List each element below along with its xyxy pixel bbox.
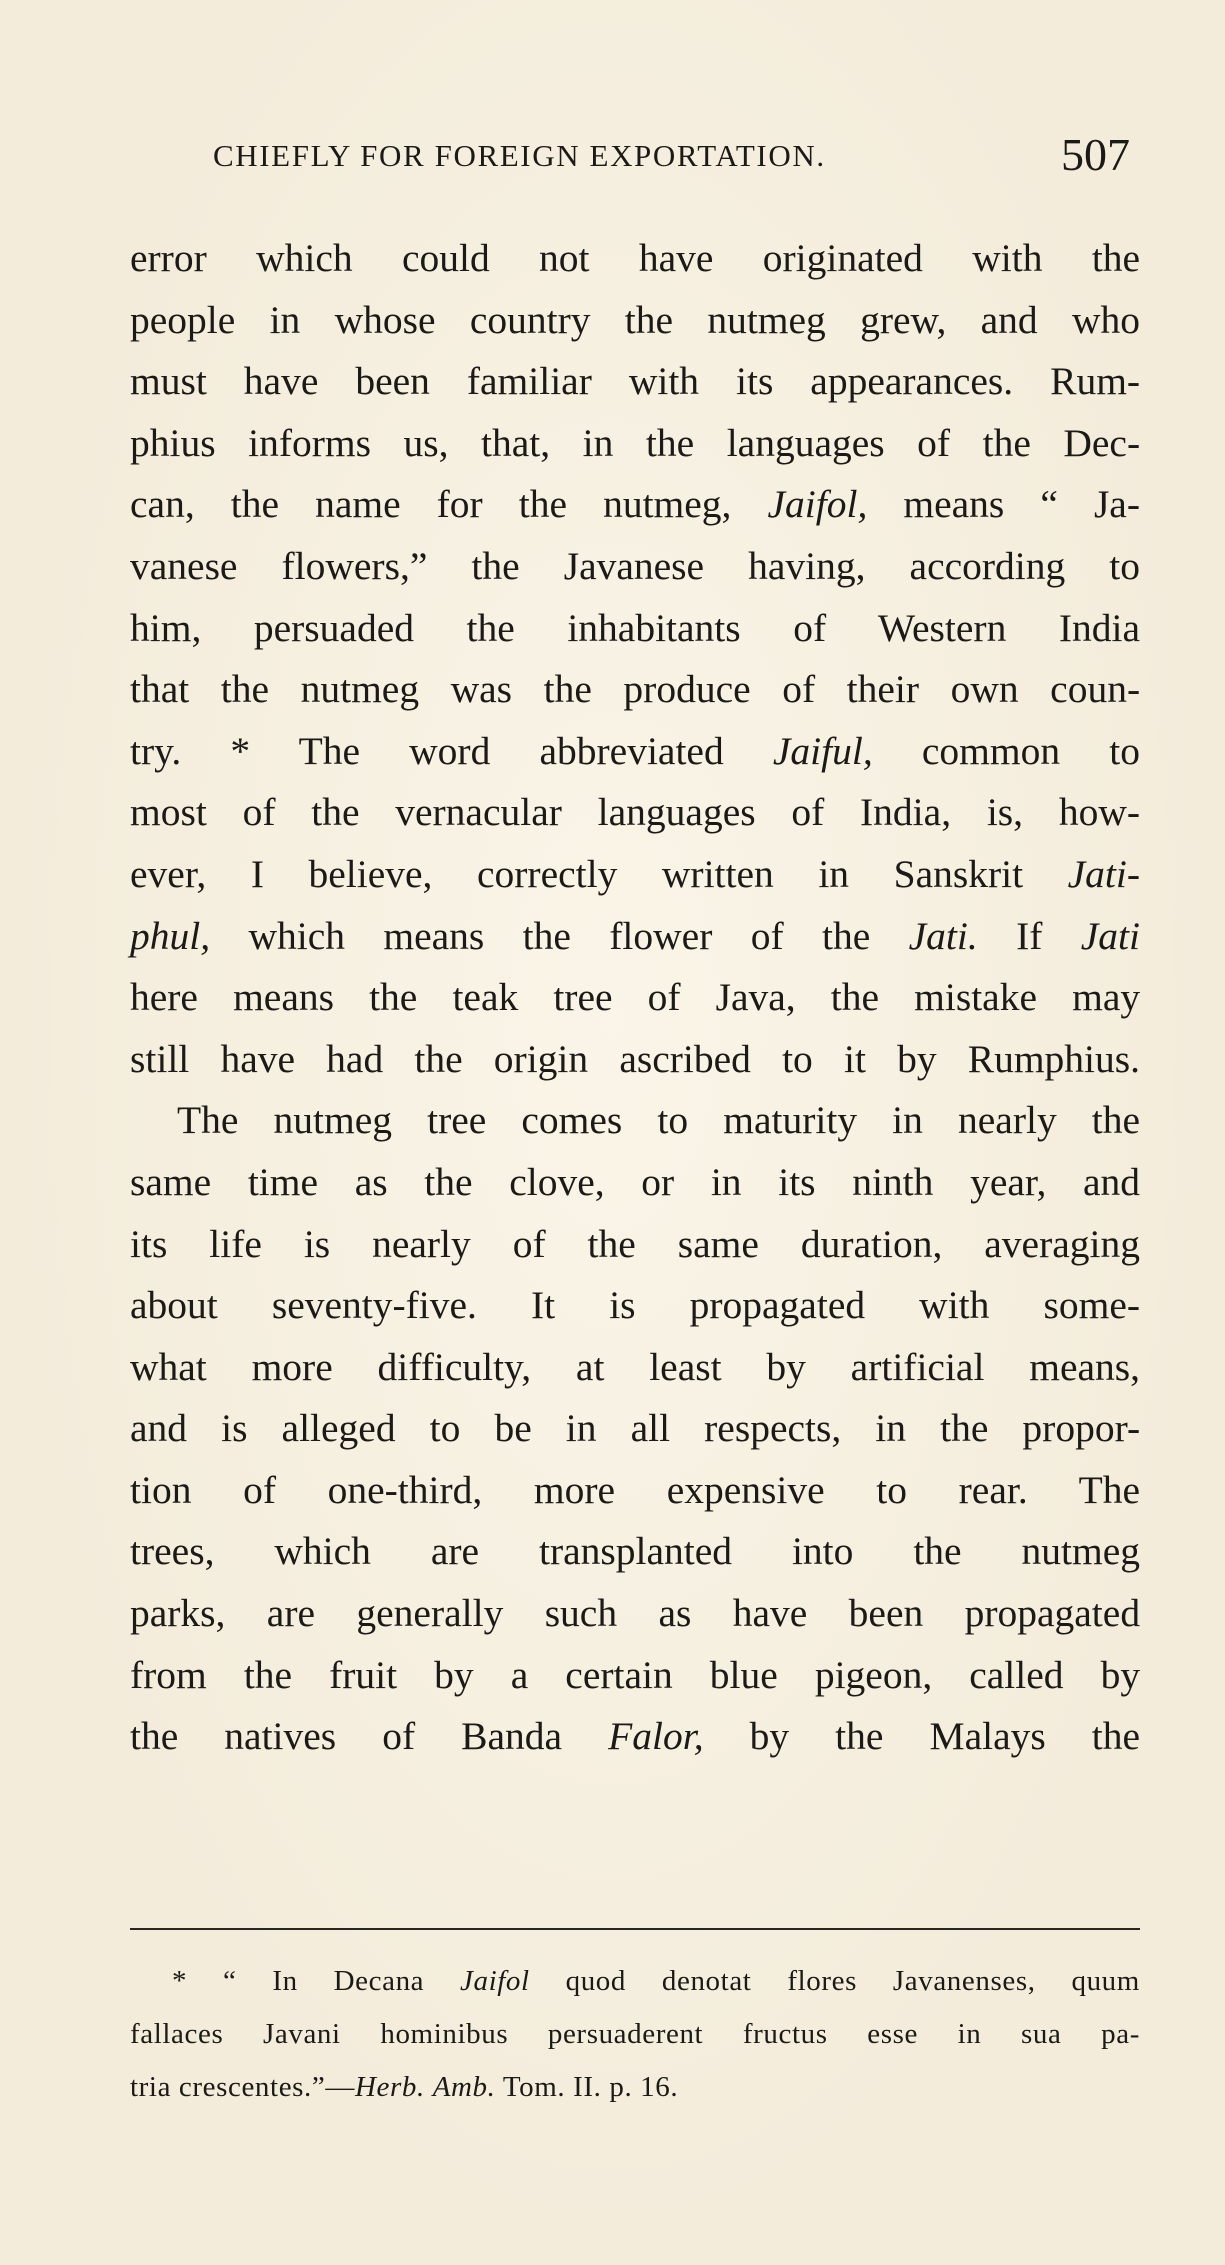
text-line: here means the teak tree of Java, the mistake may — [130, 975, 1141, 1020]
text-line: ever, I believe, correctly written in Sanskrit Jati- — [130, 851, 1141, 896]
footnote — [130, 1955, 1140, 2114]
text-line: most of the vernacular languages of India, is, how- — [130, 790, 1140, 835]
text-line: him, persuaded the inhabitants of Western India — [130, 605, 1141, 650]
text-line: its life is nearly of the same duration, averaging — [130, 1221, 1140, 1266]
footnote-line: fallaces Javani hominibus persuaderent fructus esse in sua pa- — [130, 2018, 1141, 2050]
text-line: still have had the origin ascribed to it by Rumphius. — [130, 1036, 1141, 1081]
text-line: what more difficulty, at least by artificial means, — [130, 1344, 1141, 1389]
text-line: the natives of Banda Falor, by the Malays the — [130, 1714, 1141, 1759]
text-line: must have been familiar with its appearances. Rum- — [130, 359, 1141, 404]
text-line: and is alleged to be in all respects, in the propor- — [130, 1406, 1141, 1451]
text-line: about seventy-five. It is propagated with some- — [130, 1283, 1141, 1328]
text-line: error which could not have originated with the — [130, 236, 1141, 280]
page-number: 507 — [1061, 129, 1130, 180]
running-title: CHIEFLY FOR FOREIGN EXPORTATION. — [213, 138, 826, 173]
text-line: trees, which are transplanted into the nutmeg — [130, 1529, 1140, 1574]
footnote-rule — [130, 1928, 1140, 1930]
running-head — [213, 129, 1133, 182]
text-line: same time as the clove, or in its ninth year, and — [130, 1159, 1141, 1204]
footnote-line: * “ In Decana Jaifol quod denotat flores Javanenses, quum — [172, 1965, 1140, 1997]
text-line: that the nutmeg was the produce of their own coun- — [130, 667, 1141, 712]
text-line: people in whose country the nutmeg grew, and who — [130, 297, 1140, 342]
text-line: phius informs us, that, in the languages of the Dec- — [130, 420, 1141, 465]
text-line: The nutmeg tree comes to maturity in nearly the — [177, 1098, 1141, 1143]
footnote-line: tria crescentes.”—Herb. Amb. Tom. II. p. 16. — [130, 2071, 679, 2103]
text-line: tion of one-third, more expensive to rear. The — [130, 1467, 1141, 1512]
text-line: vanese flowers,” the Javanese having, according to — [130, 543, 1141, 588]
text-line: phul, which means the flower of the Jati. If Jati — [130, 913, 1140, 958]
text-line: parks, are generally such as have been propagated — [130, 1591, 1141, 1636]
text-line: try. * The word abbreviated Jaiful, common to — [130, 728, 1140, 773]
text-line: can, the name for the nutmeg, Jaifol, means “ Ja- — [130, 482, 1140, 527]
body-text — [130, 228, 1140, 1768]
text-line: from the fruit by a certain blue pigeon, called by — [130, 1652, 1141, 1697]
